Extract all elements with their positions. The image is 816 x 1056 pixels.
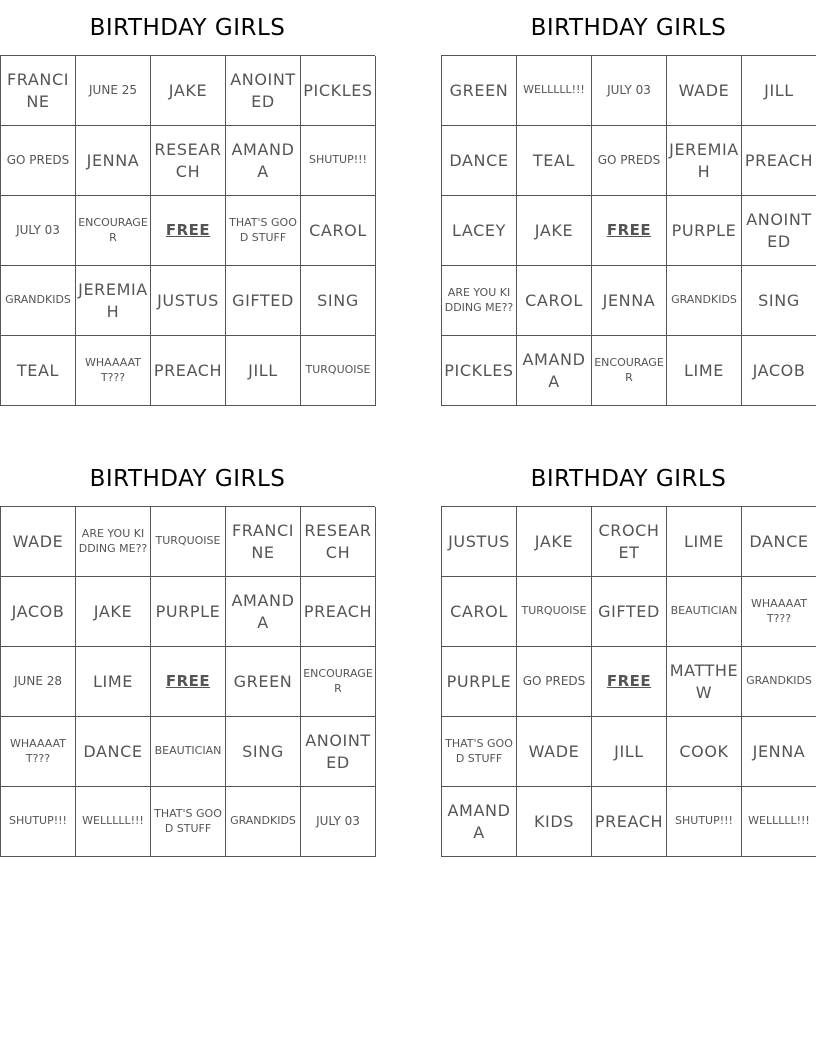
bingo-cell: WHAAAATT???: [76, 336, 151, 406]
bingo-cell: TEAL: [1, 336, 76, 406]
bingo-cell: JENNA: [742, 717, 816, 787]
bingo-cell: RESEARCH: [301, 507, 376, 577]
bingo-cell: JILL: [592, 717, 667, 787]
bingo-cell: JUSTUS: [442, 507, 517, 577]
bingo-cell: PICKLES: [301, 56, 376, 126]
bingo-card-3: [0, 451, 375, 857]
bingo-cell: DANCE: [76, 717, 151, 787]
bingo-cell: PREACH: [301, 577, 376, 647]
free-space-cell: FREE: [151, 196, 226, 266]
free-space-cell: FREE: [592, 647, 667, 717]
bingo-cell: JAKE: [517, 507, 592, 577]
bingo-cell: CAROL: [301, 196, 376, 266]
bingo-cell: TURQUOISE: [517, 577, 592, 647]
bingo-cell: WELLLLL!!!: [517, 56, 592, 126]
bingo-cell: PREACH: [151, 336, 226, 406]
bingo-cell: JACOB: [742, 336, 816, 406]
bingo-cell: AMANDA: [226, 577, 301, 647]
bingo-cell: ENCOURAGER: [76, 196, 151, 266]
bingo-cell: TURQUOISE: [151, 507, 226, 577]
bingo-cell: TEAL: [517, 126, 592, 196]
bingo-cell: GRANDKIDS: [226, 787, 301, 857]
bingo-cell: DANCE: [442, 126, 517, 196]
bingo-cell: LACEY: [442, 196, 517, 266]
bingo-card-1: [0, 0, 375, 406]
bingo-card-4: [441, 451, 816, 857]
bingo-cell: GO PREDS: [592, 126, 667, 196]
bingo-cell: GREEN: [442, 56, 517, 126]
bingo-cell: BEAUTICIAN: [667, 577, 742, 647]
bingo-cell: JULY 03: [1, 196, 76, 266]
bingo-cell: FRANCINE: [226, 507, 301, 577]
bingo-cell: JUNE 28: [1, 647, 76, 717]
bingo-cell: SHUTUP!!!: [1, 787, 76, 857]
bingo-cell: WADE: [517, 717, 592, 787]
bingo-cell: AMANDA: [226, 126, 301, 196]
bingo-cell: SING: [226, 717, 301, 787]
bingo-cell: RESEARCH: [151, 126, 226, 196]
bingo-cell: JENNA: [76, 126, 151, 196]
bingo-cell: BEAUTICIAN: [151, 717, 226, 787]
bingo-cell: PURPLE: [667, 196, 742, 266]
card-title: BIRTHDAY GIRLS: [530, 465, 727, 492]
bingo-cell: MATTHEW: [667, 647, 742, 717]
bingo-cell: PURPLE: [151, 577, 226, 647]
bingo-cell: JULY 03: [301, 787, 376, 857]
bingo-cell: JULY 03: [592, 56, 667, 126]
bingo-cell: CAROL: [517, 266, 592, 336]
bingo-cell: PREACH: [592, 787, 667, 857]
bingo-cell: TURQUOISE: [301, 336, 376, 406]
bingo-cell: SHUTUP!!!: [301, 126, 376, 196]
bingo-grid: [0, 506, 375, 857]
bingo-cell: THAT'S GOOD STUFF: [442, 717, 517, 787]
bingo-cell: JENNA: [592, 266, 667, 336]
bingo-cell: CROCHET: [592, 507, 667, 577]
bingo-cell: ANOINTED: [226, 56, 301, 126]
bingo-cell: GIFTED: [226, 266, 301, 336]
bingo-cell: WHAAAATT???: [742, 577, 816, 647]
bingo-cell: LIME: [76, 647, 151, 717]
bingo-cell: JUSTUS: [151, 266, 226, 336]
bingo-cell: ANOINTED: [742, 196, 816, 266]
bingo-cell: JACOB: [1, 577, 76, 647]
bingo-cell: GO PREDS: [517, 647, 592, 717]
bingo-cell: LIME: [667, 336, 742, 406]
bingo-cell: ARE YOU KIDDING ME??: [442, 266, 517, 336]
bingo-cell: ANOINTED: [301, 717, 376, 787]
bingo-cell: GRANDKIDS: [667, 266, 742, 336]
bingo-cell: WADE: [1, 507, 76, 577]
bingo-cell: LIME: [667, 507, 742, 577]
bingo-cell: FRANCINE: [1, 56, 76, 126]
bingo-cell: WELLLLL!!!: [742, 787, 816, 857]
bingo-cell: PICKLES: [442, 336, 517, 406]
bingo-cell: GRANDKIDS: [742, 647, 816, 717]
bingo-cell: PURPLE: [442, 647, 517, 717]
bingo-grid: [441, 55, 816, 406]
bingo-cell: GO PREDS: [1, 126, 76, 196]
bingo-cell: JAKE: [76, 577, 151, 647]
bingo-cell: GREEN: [226, 647, 301, 717]
bingo-cell: AMANDA: [442, 787, 517, 857]
bingo-cell: JUNE 25: [76, 56, 151, 126]
bingo-cell: ARE YOU KIDDING ME??: [76, 507, 151, 577]
card-title: BIRTHDAY GIRLS: [89, 465, 286, 492]
card-title: BIRTHDAY GIRLS: [530, 14, 727, 41]
bingo-cell: CAROL: [442, 577, 517, 647]
bingo-cell: THAT'S GOOD STUFF: [226, 196, 301, 266]
bingo-grid: [0, 55, 375, 406]
bingo-cell: JILL: [226, 336, 301, 406]
bingo-cell: GIFTED: [592, 577, 667, 647]
bingo-cell: AMANDA: [517, 336, 592, 406]
bingo-cell: THAT'S GOOD STUFF: [151, 787, 226, 857]
bingo-cell: SING: [742, 266, 816, 336]
bingo-cell: JEREMIAH: [667, 126, 742, 196]
bingo-cell: JEREMIAH: [76, 266, 151, 336]
bingo-cell: JAKE: [517, 196, 592, 266]
bingo-cell: JAKE: [151, 56, 226, 126]
bingo-cell: WHAAAATT???: [1, 717, 76, 787]
bingo-cell: GRANDKIDS: [1, 266, 76, 336]
free-space-cell: FREE: [151, 647, 226, 717]
bingo-cell: COOK: [667, 717, 742, 787]
bingo-cell: JILL: [742, 56, 816, 126]
free-space-cell: FREE: [592, 196, 667, 266]
bingo-cell: WELLLLL!!!: [76, 787, 151, 857]
card-title: BIRTHDAY GIRLS: [89, 14, 286, 41]
bingo-cell: ENCOURAGER: [592, 336, 667, 406]
bingo-cell: WADE: [667, 56, 742, 126]
bingo-cell: ENCOURAGER: [301, 647, 376, 717]
bingo-grid: [441, 506, 816, 857]
bingo-cell: SHUTUP!!!: [667, 787, 742, 857]
bingo-cell: SING: [301, 266, 376, 336]
bingo-cell: KIDS: [517, 787, 592, 857]
bingo-card-2: [441, 0, 816, 406]
bingo-cell: DANCE: [742, 507, 816, 577]
bingo-cell: PREACH: [742, 126, 816, 196]
